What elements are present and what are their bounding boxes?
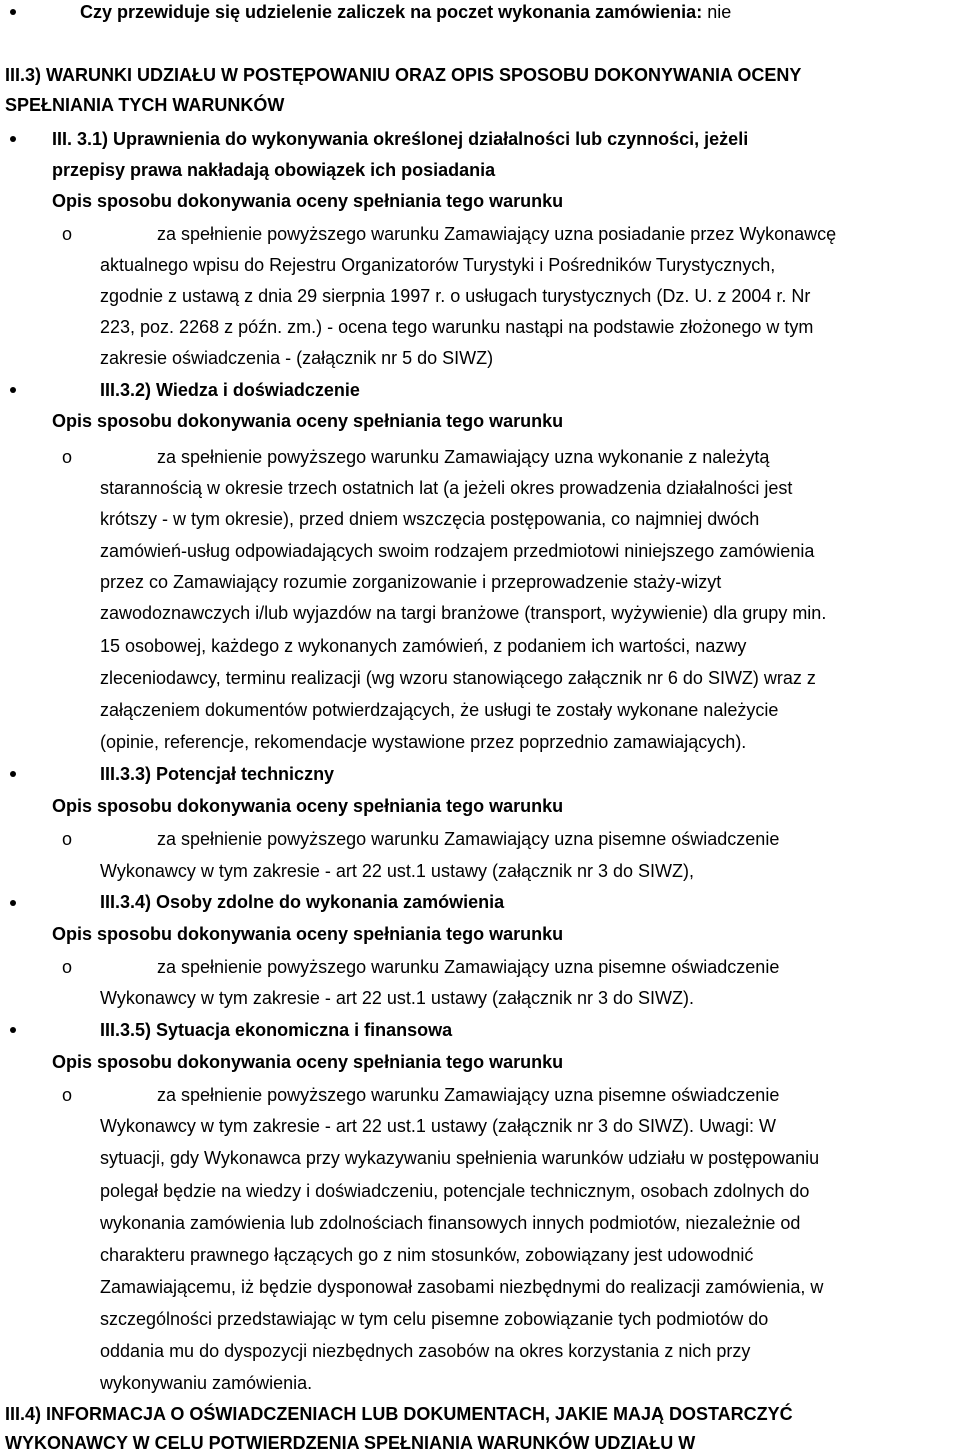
paragraph-line: polegał będzie na wiedzy i doświadczeniu, potencjale technicznym, osobach zdolnych do (100, 1181, 810, 1201)
subsection-heading-cont: przepisy prawa nakładają obowiązek ich posiadania (52, 160, 496, 180)
subsection-heading: III.3.5) Sytuacja ekonomiczna i finansowa (100, 1020, 453, 1040)
evaluation-label: Opis sposobu dokonywania oceny spełniania tego warunku (52, 191, 564, 211)
section-heading: III.4) INFORMACJA O OŚWIADCZENIACH LUB DOKUMENTACH, JAKIE MAJĄ DOSTARCZYĆ (5, 1404, 793, 1424)
circle-bullet: o (62, 447, 73, 467)
paragraph-line: zakresie oświadczenia - (załącznik nr 5 do SIWZ) (100, 348, 494, 368)
paragraph-line: przez co Zamawiający rozumie zorganizowanie i przeprowadzenie staży-wizyt (100, 572, 722, 592)
paragraph-line: za spełnienie powyższego warunku Zamawiający uzna pisemne oświadczenie (157, 829, 780, 849)
paragraph-line: zamówień-usług odpowiadających swoim rodzajem przedmiotowi niniejszego zamówienia (100, 541, 815, 561)
paragraph-line: Wykonawcy w tym zakresie - art 22 ust.1 ustawy (załącznik nr 3 do SIWZ). (100, 988, 695, 1008)
subsection-heading: III.3.4) Osoby zdolne do wykonania zamówienia (100, 892, 505, 912)
bullet (10, 136, 16, 142)
paragraph-line: zgodnie z ustawą z dnia 29 sierpnia 1997 r. o usługach turystycznych (Dz. U. z 2004 r. Nr (100, 286, 811, 306)
paragraph-line: za spełnienie powyższego warunku Zamawiający uzna posiadanie przez Wykonawcę (157, 224, 837, 244)
paragraph-line: charakteru prawnego łączących go z nim stosunków, zobowiązany jest udowodnić (100, 1245, 754, 1265)
advance-payment-answer: nie (702, 2, 732, 22)
circle-bullet: o (62, 957, 73, 977)
paragraph-line: zawodoznawczych i/lub wyjazdów na targi branżowe (transport, wyżywienie) dla grupy min. (100, 603, 827, 623)
paragraph-line: 223, poz. 2268 z późn. zm.) - ocena tego warunku nastąpi na podstawie złożonego w tym (100, 317, 814, 337)
subsection-heading: III.3.3) Potencjał techniczny (100, 764, 335, 784)
advance-payment-line (80, 1, 731, 23)
evaluation-label: Opis sposobu dokonywania oceny spełniania tego warunku (52, 796, 564, 816)
bullet (10, 9, 16, 15)
section-heading-cont: WYKONAWCY W CELU POTWIERDZENIA SPEŁNIANIA WARUNKÓW UDZIAŁU W (5, 1433, 696, 1453)
paragraph-line: krótszy - w tym okresie), przed dniem wszczęcia postępowania, co najmniej dwóch (100, 509, 760, 529)
paragraph-line: oddania mu do dyspozycji niezbędnych zasobów na okres korzystania z nich przy (100, 1341, 751, 1361)
circle-bullet: o (62, 224, 73, 244)
evaluation-label: Opis sposobu dokonywania oceny spełniania tego warunku (52, 924, 564, 944)
paragraph-line: zleceniodawcy, terminu realizacji (wg wzoru stanowiącego załącznik nr 6 do SIWZ) wraz z (100, 668, 816, 688)
paragraph-line: Wykonawcy w tym zakresie - art 22 ust.1 ustawy (załącznik nr 3 do SIWZ), (100, 861, 695, 881)
paragraph-line: Zamawiającemu, iż będzie dysponował zasobami niezbędnymi do realizacji zamówienia, w (100, 1277, 824, 1297)
paragraph-line: aktualnego wpisu do Rejestru Organizatorów Turystyki i Pośredników Turystycznych, (100, 255, 776, 275)
paragraph-line: załączeniem dokumentów potwierdzających, że usługi te zostały wykonane należycie (100, 700, 779, 720)
paragraph-line: Wykonawcy w tym zakresie - art 22 ust.1 ustawy (załącznik nr 3 do SIWZ). Uwagi: W (100, 1116, 777, 1136)
bullet (10, 387, 16, 393)
subsection-heading: III.3.2) Wiedza i doświadczenie (100, 380, 360, 400)
paragraph-line: za spełnienie powyższego warunku Zamawiający uzna pisemne oświadczenie (157, 1085, 780, 1105)
bullet (10, 771, 16, 777)
bullet (10, 1027, 16, 1033)
bullet (10, 900, 16, 906)
paragraph-line: 15 osobowej, każdego z wykonanych zamówień, z podaniem ich wartości, nazwy (100, 636, 747, 656)
paragraph-line: wykonywaniu zamówienia. (100, 1373, 313, 1393)
paragraph-line: wykonania zamówienia lub zdolnościach finansowych innych podmiotów, niezależnie od (100, 1213, 801, 1233)
section-heading: III.3) WARUNKI UDZIAŁU W POSTĘPOWANIU ORAZ OPIS SPOSOBU DOKONYWANIA OCENY (5, 65, 802, 85)
paragraph-line: za spełnienie powyższego warunku Zamawiający uzna pisemne oświadczenie (157, 957, 780, 977)
evaluation-label: Opis sposobu dokonywania oceny spełniania tego warunku (52, 411, 564, 431)
paragraph-line: za spełnienie powyższego warunku Zamawiający uzna wykonanie z należytą (157, 447, 770, 467)
paragraph-line: starannością w okresie trzech ostatnich lat (a jeżeli okres prowadzenia działalności jest (100, 478, 793, 498)
subsection-heading: III. 3.1) Uprawnienia do wykonywania określonej działalności lub czynności, jeżeli (52, 129, 749, 149)
circle-bullet: o (62, 829, 73, 849)
advance-payment-question: Czy przewiduje się udzielenie zaliczek na poczet wykonania zamówienia: (80, 2, 703, 22)
paragraph-line: sytuacji, gdy Wykonawca przy wykazywaniu spełnienia warunków udziału w postępowaniu (100, 1148, 820, 1168)
evaluation-label: Opis sposobu dokonywania oceny spełniania tego warunku (52, 1052, 564, 1072)
paragraph-line: szczególności przedstawiając w tym celu pisemne zobowiązanie tych podmiotów do (100, 1309, 769, 1329)
circle-bullet: o (62, 1085, 73, 1105)
paragraph-line: (opinie, referencje, rekomendacje wystawione przez poprzednio zamawiających). (100, 732, 747, 752)
section-heading-cont: SPEŁNIANIA TYCH WARUNKÓW (5, 95, 285, 115)
